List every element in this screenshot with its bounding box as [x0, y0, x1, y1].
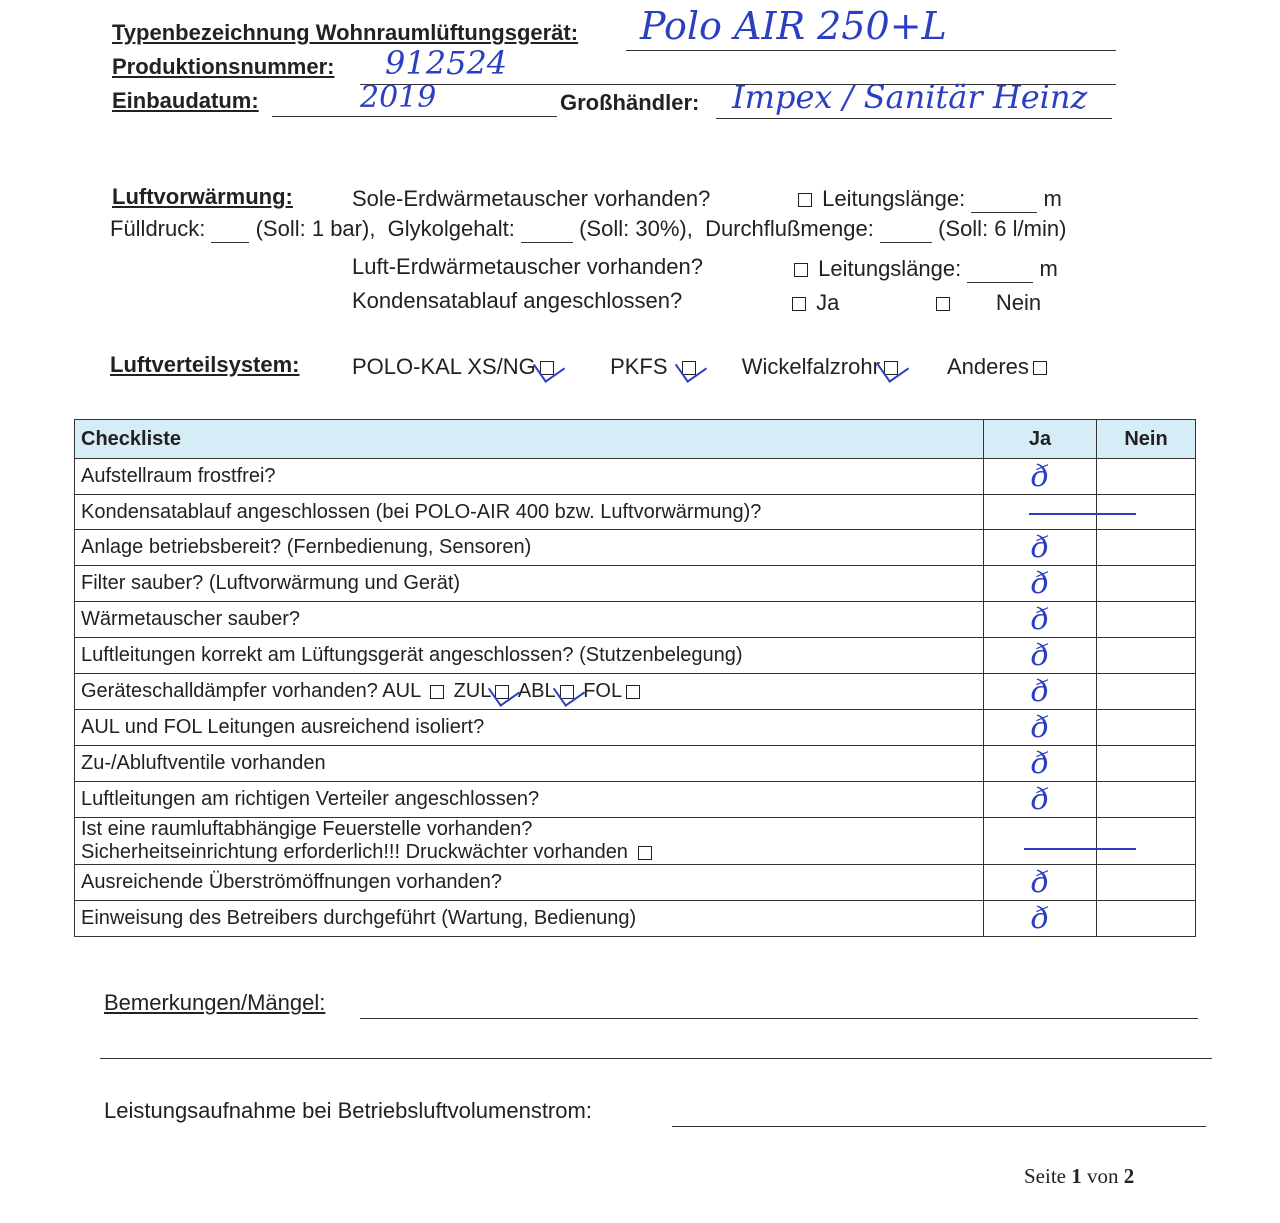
air-pipe-length-label: Leitungslänge:	[818, 256, 962, 281]
wholesaler-underline	[716, 118, 1112, 119]
col-no: Nein	[1097, 420, 1196, 459]
table-row	[75, 746, 1196, 782]
yes-mark[interactable]: ð	[984, 710, 1097, 746]
pressure-switch-checkbox[interactable]	[638, 846, 652, 860]
row-text: Kondensatablauf angeschlossen (bei POLO-AIR 400 bzw. Luftvorwärmung)?	[75, 495, 984, 530]
table-row	[75, 865, 1196, 901]
type-value: Polo AIR 250+L	[640, 4, 947, 48]
yes-mark[interactable]: ð	[984, 530, 1097, 566]
table-row	[75, 782, 1196, 818]
row-text: Ausreichende Überströmöffnungen vorhanden?	[75, 865, 984, 901]
row-text: AUL und FOL Leitungen ausreichend isoliert?	[75, 710, 984, 746]
no-cell[interactable]	[1097, 901, 1196, 937]
install-value: 2019	[360, 80, 437, 115]
page-total: 2	[1123, 1164, 1135, 1188]
option-wickelfalzrohr: Wickelfalzrohr	[741, 354, 880, 379]
page-number	[1024, 1164, 1134, 1189]
safety-text: Sicherheitseinrichtung erforderlich!!! Druckwächter vorhanden	[81, 841, 628, 863]
abl-checkbox[interactable]	[560, 685, 574, 699]
no-cell[interactable]	[1097, 782, 1196, 818]
table-row	[75, 495, 1196, 530]
power-line[interactable]	[672, 1126, 1206, 1127]
row-text: Luftleitungen korrekt am Lüftungsgerät angeschlossen? (Stutzenbelegung)	[75, 638, 984, 674]
fill-pressure-target: (Soll: 1 bar),	[255, 216, 376, 241]
col-yes: Ja	[984, 420, 1097, 459]
page-of: von	[1087, 1164, 1119, 1188]
preheat-heading: Luftvorwärmung:	[112, 184, 293, 209]
row-text: Zu-/Abluftventile vorhanden	[75, 746, 984, 782]
silencer-row	[75, 674, 984, 710]
air-checkbox[interactable]	[794, 263, 808, 277]
fill-pressure-field[interactable]	[211, 216, 249, 243]
yes-mark[interactable]: ð	[984, 674, 1097, 710]
table-row	[75, 818, 1196, 865]
distribution-options	[352, 354, 1051, 380]
table-row	[75, 459, 1196, 495]
no-cell[interactable]	[1097, 674, 1196, 710]
yes-mark[interactable]: ð	[984, 865, 1097, 901]
row-text: Ist eine raumluftabhängige Feuerstelle vorhanden?	[81, 818, 533, 840]
glycol-label: Glykolgehalt:	[387, 216, 515, 241]
flow-field[interactable]	[880, 216, 932, 243]
row-text: Filter sauber? (Luftvorwärmung und Gerät)	[75, 566, 984, 602]
sole-question: Sole-Erdwärmetauscher vorhanden?	[352, 186, 711, 211]
row-text: Luftleitungen am richtigen Verteiler angeschlossen?	[75, 782, 984, 818]
air-question: Luft-Erdwärmetauscher vorhanden?	[352, 254, 703, 279]
air-unit: m	[1039, 256, 1058, 281]
no-cell[interactable]	[1097, 638, 1196, 674]
flow-label: Durchflußmenge:	[705, 216, 874, 241]
condensate-no-checkbox[interactable]	[936, 297, 950, 311]
yes-cell-dash[interactable]	[984, 818, 1097, 865]
checklist-table	[74, 419, 1196, 937]
fol-checkbox[interactable]	[626, 685, 640, 699]
type-underline	[626, 50, 1116, 51]
wholesaler-label: Großhändler:	[560, 90, 700, 115]
production-label: Produktionsnummer:	[112, 54, 335, 79]
table-row	[75, 602, 1196, 638]
aul-checkbox[interactable]	[430, 685, 444, 699]
condensate-question: Kondensatablauf angeschlossen?	[352, 288, 683, 313]
remarks-label: Bemerkungen/Mängel:	[104, 990, 326, 1015]
fill-row	[110, 216, 1066, 243]
sole-row	[794, 186, 1062, 213]
no-cell[interactable]	[1097, 459, 1196, 495]
fireplace-row	[75, 818, 984, 865]
yes-mark[interactable]: ð	[984, 566, 1097, 602]
row-text: Aufstellraum frostfrei?	[75, 459, 984, 495]
no-cell[interactable]	[1097, 602, 1196, 638]
sole-pipe-length-label: Leitungslänge:	[822, 186, 966, 211]
row-text: Geräteschalldämpfer vorhanden? AUL	[81, 680, 421, 702]
no-cell[interactable]	[1097, 710, 1196, 746]
remarks-line-1[interactable]	[360, 1018, 1198, 1019]
no-cell[interactable]	[1097, 865, 1196, 901]
type-label: Typenbezeichnung Wohnraumlüftungsgerät:	[112, 20, 579, 45]
table-row	[75, 674, 1196, 710]
fill-pressure-label: Fülldruck:	[110, 216, 206, 241]
production-value: 912524	[385, 44, 508, 82]
abl-label: ABL	[517, 680, 556, 702]
flow-target: (Soll: 6 l/min)	[938, 216, 1067, 241]
condensate-row	[788, 290, 1041, 316]
table-row	[75, 638, 1196, 674]
sole-unit: m	[1043, 186, 1062, 211]
table-row	[75, 901, 1196, 937]
remarks-line-2[interactable]	[100, 1058, 1212, 1059]
yes-mark[interactable]: ð	[984, 638, 1097, 674]
checklist-header	[75, 420, 1196, 459]
zul-label: ZUL	[453, 680, 492, 702]
pkfs-checkbox[interactable]	[682, 361, 696, 375]
install-underline	[272, 116, 557, 117]
sole-checkbox[interactable]	[798, 193, 812, 207]
yes-mark[interactable]: ð	[984, 746, 1097, 782]
page-prefix: Seite	[1024, 1164, 1066, 1188]
wickelfalzrohr-checkbox[interactable]	[884, 361, 898, 375]
table-row	[75, 530, 1196, 566]
polo-kal-checkbox[interactable]	[540, 361, 554, 375]
table-row	[75, 710, 1196, 746]
checklist-title: Checkliste	[75, 420, 984, 459]
install-label: Einbaudatum:	[112, 88, 259, 113]
page-current: 1	[1071, 1164, 1082, 1188]
sole-pipe-length-field[interactable]	[971, 186, 1037, 213]
no-cell[interactable]	[1097, 566, 1196, 602]
yes-mark[interactable]: ð	[984, 602, 1097, 638]
row-text: Einweisung des Betreibers durchgeführt (Wartung, Bedienung)	[75, 901, 984, 937]
wholesaler-value: Impex / Sanitär Heinz	[732, 78, 1088, 116]
no-cell[interactable]	[1097, 495, 1196, 530]
no-cell[interactable]	[1097, 530, 1196, 566]
fol-label: FOL	[583, 680, 623, 702]
yes-cell-dash[interactable]	[984, 495, 1097, 530]
glycol-target: (Soll: 30%),	[579, 216, 693, 241]
option-polo-kal: POLO-KAL XS/NG	[352, 354, 536, 379]
no-cell[interactable]	[1097, 818, 1196, 865]
condensate-yes-checkbox[interactable]	[792, 297, 806, 311]
yes-mark[interactable]: ð	[984, 459, 1097, 495]
power-label: Leistungsaufnahme bei Betriebsluftvolumenstrom:	[104, 1098, 592, 1123]
no-cell[interactable]	[1097, 746, 1196, 782]
row-text: Wärmetauscher sauber?	[75, 602, 984, 638]
dash-mark	[1029, 513, 1136, 515]
condensate-yes-label: Ja	[816, 290, 840, 315]
table-row	[75, 566, 1196, 602]
yes-mark[interactable]: ð	[984, 782, 1097, 818]
air-row	[790, 256, 1058, 283]
air-pipe-length-field[interactable]	[967, 256, 1033, 283]
zul-checkbox[interactable]	[495, 685, 509, 699]
yes-mark[interactable]: ð	[984, 901, 1097, 937]
row-text: Anlage betriebsbereit? (Fernbedienung, Sensoren)	[75, 530, 984, 566]
condensate-no-label: Nein	[995, 290, 1042, 315]
glycol-field[interactable]	[521, 216, 573, 243]
anderes-checkbox[interactable]	[1033, 361, 1047, 375]
option-anderes: Anderes	[946, 354, 1029, 379]
option-pkfs: PKFS	[610, 354, 668, 379]
dash-mark	[1024, 848, 1136, 850]
distribution-heading: Luftverteilsystem:	[110, 352, 300, 377]
